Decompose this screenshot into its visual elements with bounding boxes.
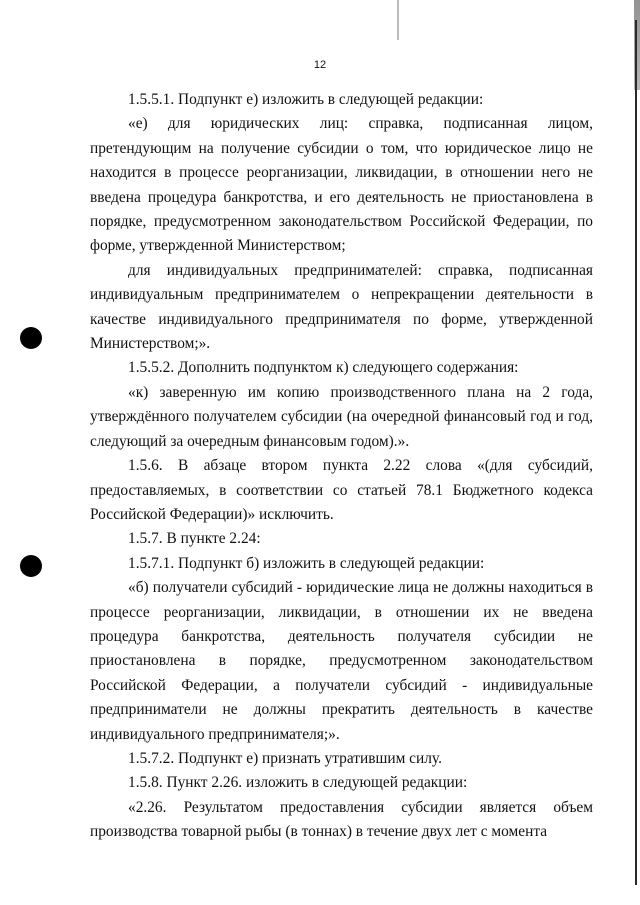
paragraph-subitem-k: «к) заверенную им копию производственного плана на 2 года, утверждённого получателем субсидии (на очередной финансовый год и год, следующий за очередным финансовым годом).». bbox=[90, 383, 593, 450]
punch-hole-lower bbox=[20, 555, 42, 577]
paragraph-1-5-7-2: 1.5.7.2. Подпункт е) признать утратившим силу. bbox=[128, 749, 442, 767]
punch-hole-upper bbox=[20, 327, 42, 349]
paragraph-2-26: «2.26. Результатом предоставления субсидии является объем производства товарной рыбы (в тоннах) в течение двух лет с момента bbox=[90, 798, 593, 841]
paragraph-1-5-5-2: 1.5.5.2. Дополнить подпунктом к) следующего содержания: bbox=[128, 359, 519, 377]
scan-edge-line bbox=[635, 20, 637, 885]
paragraph-1-5-7-1: 1.5.7.1. Подпункт б) изложить в следующей редакции: bbox=[128, 554, 485, 572]
paragraph-1-5-5-1: 1.5.5.1. Подпункт е) изложить в следующей редакции: bbox=[128, 91, 484, 108]
paragraph-1-5-6: 1.5.6. В абзаце втором пункта 2.22 слова «(для субсидий, предоставляемых, в соответствии со статьей 78.1 Бюджетного кодекса Российской Федерации)» исключить. bbox=[90, 457, 593, 523]
scan-artifact-top bbox=[397, 0, 399, 40]
document-body bbox=[90, 88, 593, 845]
paragraph-1-5-7: 1.5.7. В пункте 2.24: bbox=[128, 530, 261, 548]
paragraph-individual-entrepreneurs: для индивидуальных предпринимателей: справка, подписанная индивидуальным предпринимателем о непрекращении деятельности в качестве индивидуального предпринимателя по форме, утвержденной Министерством;». bbox=[90, 261, 593, 353]
paragraph-subitem-e: «е) для юридических лиц: справка, подписанная лицом, претендующим на получение субсидии о том, что юридическое лицо не находится в процессе реорганизации, ликвидации, в отношении него не введена процедура банкротства, и его деятельность не приостановлена в порядке, предусмотренном законодательством Российской Федерации, по форме, утвержденной Министерством; bbox=[90, 115, 593, 255]
paragraph-1-5-8: 1.5.8. Пункт 2.26. изложить в следующей редакции: bbox=[128, 774, 468, 792]
page-number: 12 bbox=[313, 59, 327, 71]
paragraph-subitem-b: «б) получатели субсидий - юридические лица не должны находиться в процессе реорганизации, ликвидации, в отношении их не введена процедура банкротства, деятельность получателя субсидии не приостановлена в порядке, предусмотренном законодательством Российской Федерации, а получатели субсидий - индивидуальные предприниматели не должны прекратить деятельность в качестве индивидуального предпринимателя;». bbox=[90, 579, 593, 743]
